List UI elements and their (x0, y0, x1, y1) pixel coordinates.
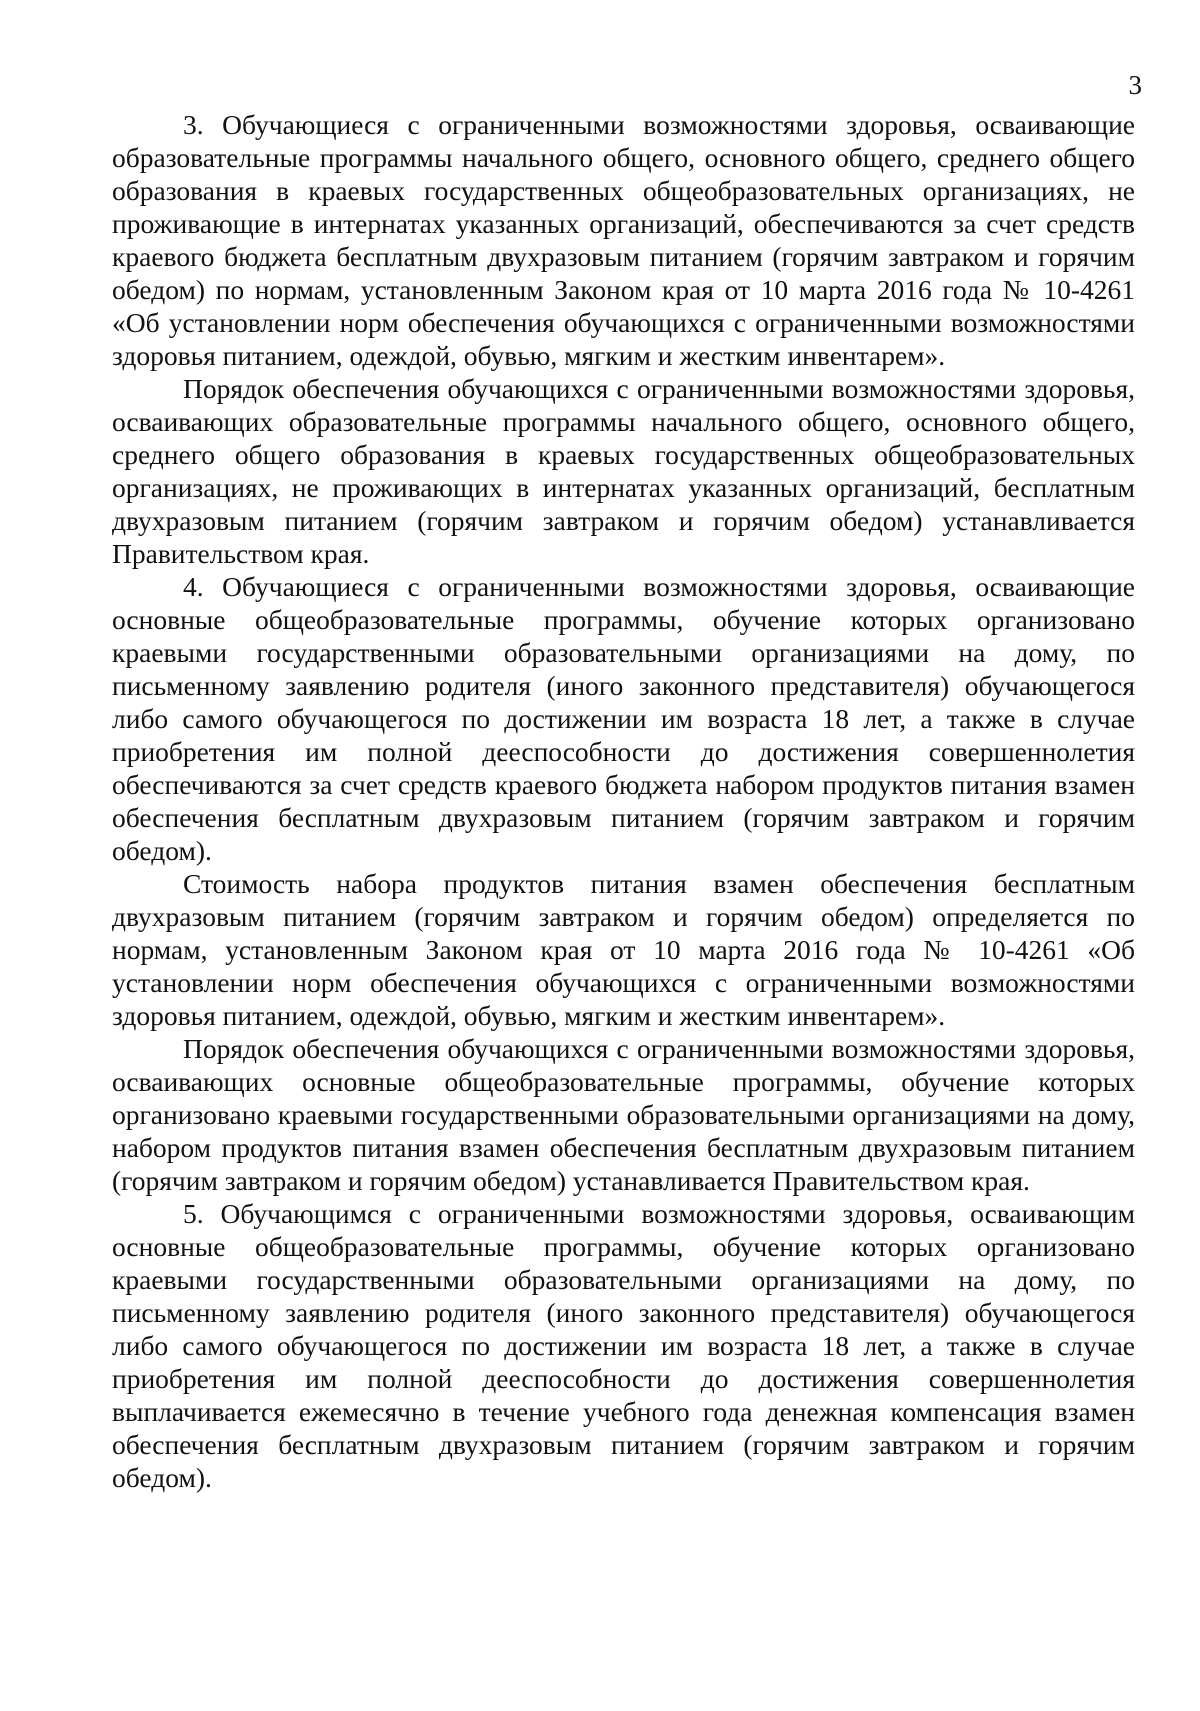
paragraph-3: 3. Обучающиеся с ограниченными возможностями здоровья, осваивающие образовательные программы начального общего, основного общего, среднего общего образования в краевых государственных общеобразовательных организациях, не проживающие в интернатах указанных организаций, обеспечиваются за счет средств краевого бюджета бесплатным двухразовым питанием (горячим завтраком и горячим обедом) по нормам, установленным Законом края от 10 марта 2016 года № 10-4261 «Об установлении норм обеспечения обучающихся с ограниченными возможностями здоровья питанием, одеждой, обувью, мягким и жестким инвентарем». (112, 109, 1135, 371)
paragraph-4: 4. Обучающиеся с ограниченными возможностями здоровья, осваивающие основные общеобразовательные программы, обучение которых организовано краевыми государственными образовательными организациями на дому, по письменному заявлению родителя (иного законного представителя) обучающегося либо самого обучающегося по достижении им возраста 18 лет, а также в случае приобретения им полной дееспособности до достижения совершеннолетия обеспечиваются за счет средств краевого бюджета набором продуктов питания взамен обеспечения бесплатным двухразовым питанием (горячим завтраком и горячим обедом). (112, 571, 1135, 866)
document-body (112, 108, 1135, 1494)
paragraph-5: 5. Обучающимся с ограниченными возможностями здоровья, осваивающим основные общеобразовательные программы, обучение которых организовано краевыми государственными образовательными организациями на дому, по письменному заявлению родителя (иного законного представителя) обучающегося либо самого обучающегося по достижении им возраста 18 лет, а также в случае приобретения им полной дееспособности до достижения совершеннолетия выплачивается ежемесячно в течение учебного года денежная компенсация взамен обеспечения бесплатным двухразовым питанием (горячим завтраком и горячим обедом). (112, 1198, 1135, 1493)
paragraph-4-cost: Стоимость набора продуктов питания взамен обеспечения бесплатным двухразовым питанием (горячим завтраком и горячим обедом) определяется по нормам, установленным Законом края от 10 марта 2016 года № 10-4261 «Об установлении норм обеспечения обучающихся с ограниченными возможностями здоровья питанием, одеждой, обувью, мягким и жестким инвентарем». (112, 868, 1135, 1031)
page-number: 3 (1128, 70, 1142, 100)
paragraph-3-procedure: Порядок обеспечения обучающихся с ограниченными возможностями здоровья, осваивающих образовательные программы начального общего, основного общего, среднего общего образования в краевых государственных общеобразовательных организациях, не проживающих в интернатах указанных организаций, бесплатным двухразовым питанием (горячим завтраком и горячим обедом) устанавливается Правительством края. (112, 373, 1135, 569)
paragraph-4-procedure: Порядок обеспечения обучающихся с ограниченными возможностями здоровья, осваивающих основные общеобразовательные программы, обучение которых организовано краевыми государственными образовательными организациями на дому, набором продуктов питания взамен обеспечения бесплатным двухразовым питанием (горячим завтраком и горячим обедом) устанавливается Правительством края. (112, 1033, 1135, 1196)
